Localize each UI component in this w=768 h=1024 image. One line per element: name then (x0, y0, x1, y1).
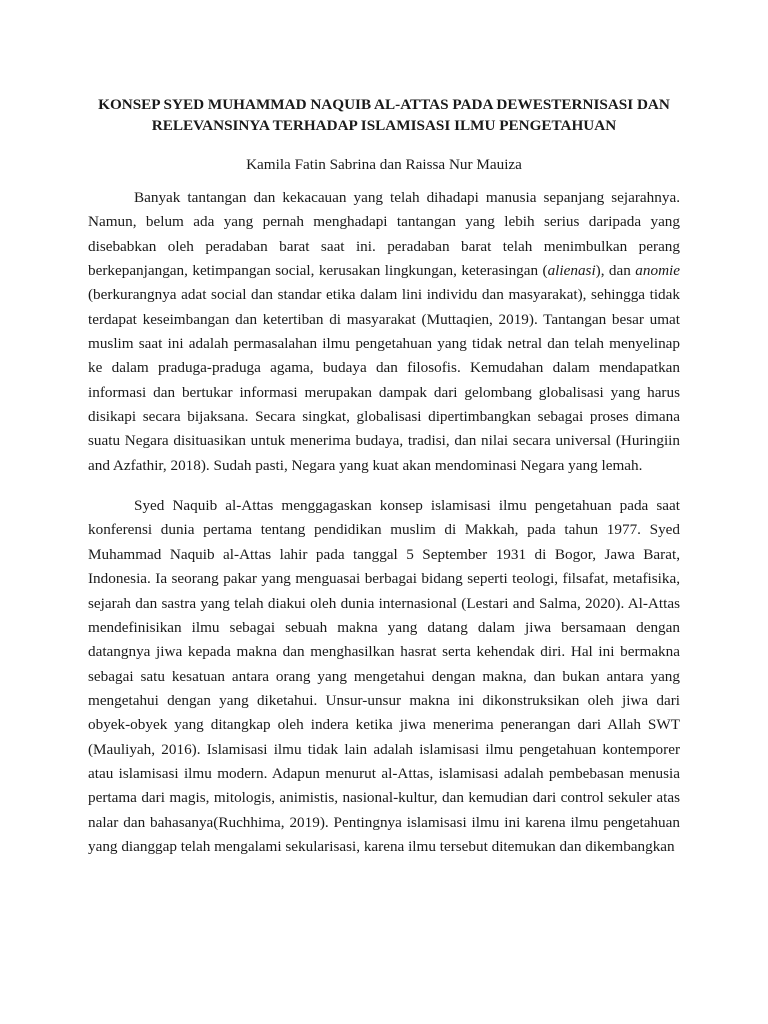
title-line-1: KONSEP SYED MUHAMMAD NAQUIB AL-ATTAS PADA DEWESTERNISASI DAN (98, 96, 670, 113)
paragraph-1 (88, 186, 680, 478)
authors: Kamila Fatin Sabrina dan Raissa Nur Mauiza (246, 156, 522, 173)
paragraph-1-part-3: (berkurangnya adat social dan standar etika dalam lini individu dan masyarakat), sehingga tidak terdapat keseimbangan dan ketertiban di masyarakat (Muttaqien, 2019). Tantangan besar umat muslim saat ini adalah permasalahan ilmu pengetahuan yang tidak netral dan telah menyelinap ke dalam praduga-praduga agama, budaya dan filosofis. Kemudahan dalam mendapatkan informasi dan bertukar informasi merupakan dampak dari gelombang globalisasi yang harus disikapi secara bijaksana. Secara singkat, globalisasi dipertimbangkan sebagai proses dimana suatu Negara disituasikan untuk menerima budaya, tradisi, dan nilai secara universal (Huringiin and Azfathir, 2018). Sudah pasti, Negara yang kuat akan mendominasi Negara yang lemah. (88, 286, 680, 474)
title-line-2: RELEVANSINYA TERHADAP ISLAMISASI ILMU PENGETAHUAN (151, 117, 617, 134)
paragraph-1-part-2: ), dan (595, 262, 636, 280)
term-anomie: anomie (635, 262, 680, 280)
document-title (88, 94, 680, 136)
paragraph-1-part-1: Banyak tantangan dan kekacauan yang telah dihadapi manusia sepanjang sejarahnya. Namun, belum ada yang pernah menghadapi tantangan yang lebih serius daripada yang disebabkan oleh peradaban barat saat ini. peradaban barat telah menimbulkan perang berkepanjangan, ketimpangan social, kerusakan lingkungan, keterasingan ( (88, 189, 680, 280)
body-text (88, 186, 680, 859)
paragraph-2: Syed Naquib al-Attas menggagaskan konsep islamisasi ilmu pengetahuan pada saat konferensi dunia pertama tentang pendidikan muslim di Makkah, pada tahun 1977. Syed Muhammad Naquib al-Attas lahir pada tanggal 5 September 1931 di Bogor, Jawa Barat, Indonesia. Ia seorang pakar yang menguasai berbagai bidang seperti teologi, filsafat, metafisika, sejarah dan sastra yang telah diakui oleh dunia internasional (Lestari and Salma, 2020). Al-Attas mendefinisikan ilmu sebagai sebuah makna yang datang dalam jiwa bersamaan dengan datangnya jiwa kepada makna dan menghasilkan hasrat serta kehendak diri. Hal ini bermakna sebagai satu kesatuan antara orang yang mengetahui dengan makna, dan bukan antara yang mengetahui dengan yang diketahui. Unsur-unsur makna ini dikonstruksikan oleh jiwa dari obyek-obyek yang ditangkap oleh indera ketika jiwa menerima penerangan dari Allah SWT (Mauliyah, 2016). Islamisasi ilmu tidak lain adalah islamisasi ilmu pengetahuan kontemporer atau islamisasi ilmu modern. Adapun menurut al-Attas, islamisasi adalah pembebasan menusia pertama dari magis, mitologis, animistis, nasional-kultur, dan kemudian dari control sekuler atas nalar dan bahasanya(Ruchhima, 2019). Pentingnya islamisasi ilmu ini karena ilmu pengetahuan yang dianggap telah mengalami sekularisasi, karena ilmu tersebut ditemukan dan dikembangkan (88, 497, 680, 855)
term-alienasi: alienasi (547, 262, 596, 280)
